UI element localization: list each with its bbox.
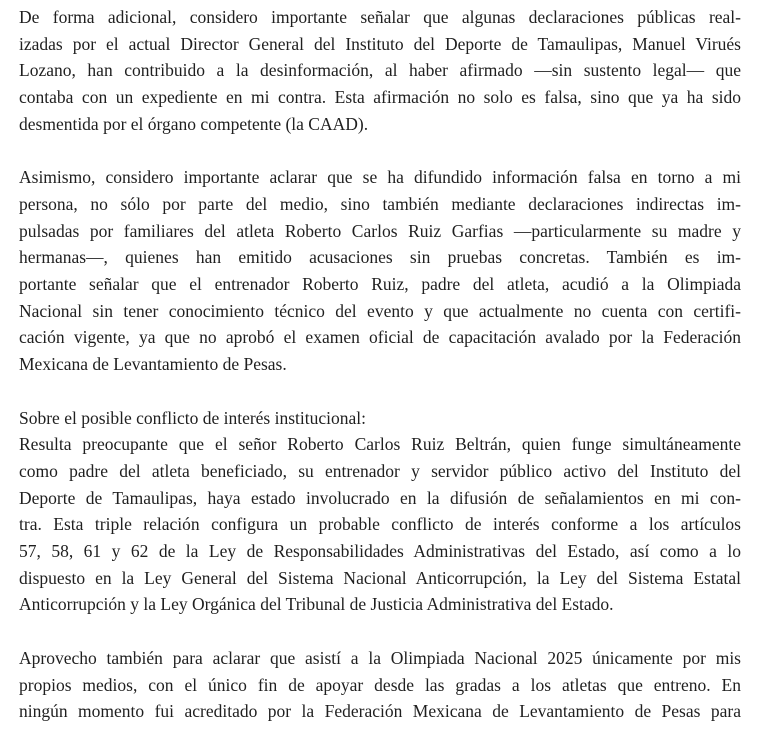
text-line: como padre del atleta beneficiado, su entrenador y servidor público activo del Instituto del [19,460,741,481]
text-line: Resulta preocupante que el señor Roberto Carlos Ruiz Beltrán, quien funge simultáneamente [19,434,741,455]
text-line: pulsadas por familiares del atleta Roberto Carlos Ruiz Garfias —particularmente su madre y [19,220,741,241]
text-line: persona, no sólo por parte del medio, sino también mediante declaraciones indirectas im- [19,193,741,214]
text-line: Mexicana de Levantamiento de Pesas. [19,354,287,375]
text-line: contaba con un expediente en mi contra. Esta afirmación no solo es falsa, sino que ya ha sido [19,87,741,108]
text-line: cación vigente, ya que no aprobó el examen oficial de capacitación avalado por la Federación [19,327,741,348]
text-line: desmentida por el órgano competente (la CAAD). [19,113,369,134]
text-line: Deporte de Tamaulipas, haya estado involucrado en la difusión de señalamientos en mi con- [19,487,741,508]
text-line: dispuesto en la Ley General del Sistema Nacional Anticorrupción, la Ley del Sistema Estatal [19,567,741,588]
text-line: De forma adicional, considero importante señalar que algunas declaraciones públicas real- [19,7,741,27]
text-line: ningún momento fui acreditado por la Federación Mexicana de Levantamiento de Pesas para [19,701,741,722]
text-line: portante señalar que el entrenador Roberto Ruiz, padre del atleta, acudió a la Olimpiada [19,274,741,294]
text-line: propios medios, con el único fin de apoyar desde las gradas a los atletas que entreno. En [19,674,741,695]
text-line: hermanas—, quienes han emitido acusaciones sin pruebas concretas. También es im- [19,247,741,268]
text-line: 57, 58, 61 y 62 de la Ley de Responsabilidades Administrativas del Estado, así como a lo [19,541,741,561]
text-line: tra. Esta triple relación configura un probable conflicto de interés conforme a los artículos [19,514,741,535]
text-line: izadas por el actual Director General del Instituto del Deporte de Tamaulipas, Manuel Virués [19,33,741,54]
text-line: Lozano, han contribuido a la desinformación, al haber afirmado —sin sustento legal— que [19,60,741,81]
text-line: Sobre el posible conflicto de interés institucional: [19,407,367,428]
text-line: Asimismo, considero importante aclarar que se ha difundido información falsa en torno a mi [19,167,741,188]
text-line: Aprovecho también para aclarar que asistí a la Olimpiada Nacional 2025 únicamente por mis [19,647,741,668]
text-line: Anticorrupción y la Ley Orgánica del Tribunal de Justicia Administrativa del Estado. [19,594,614,615]
text-line: Nacional sin tener conocimiento técnico del evento y que actualmente no cuenta con certifi- [19,300,741,321]
